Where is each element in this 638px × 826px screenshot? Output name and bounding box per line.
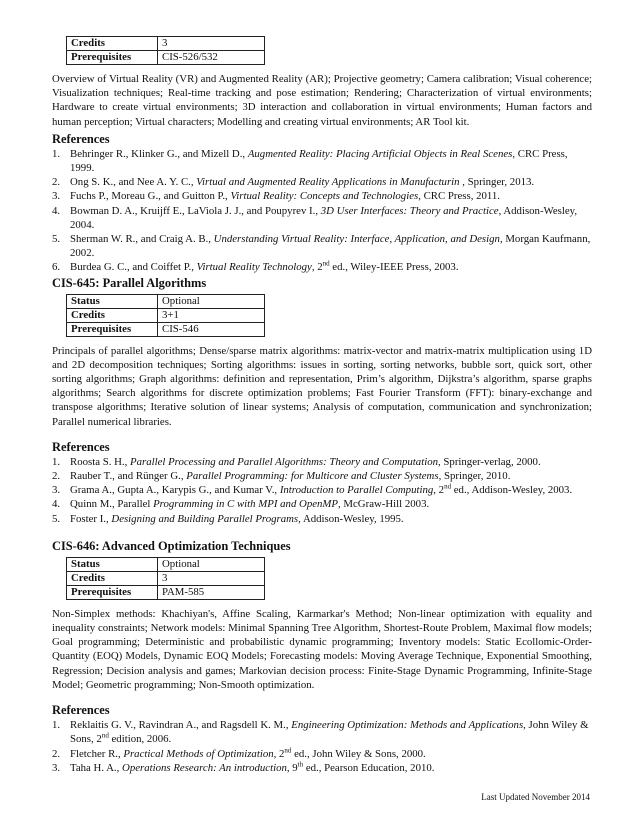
list-item: 3. Grama A., Gupta A., Karypis G., and Kumar V., Introduction to Parallel Computing, 2nd ed., Addison-Wesley, 2003. <box>52 482 573 497</box>
table-value: CIS-546 <box>158 322 265 336</box>
table-row <box>67 37 265 51</box>
course-645-references-heading: References <box>52 439 110 454</box>
course-vr-references <box>52 147 592 275</box>
list-item: 3. Taha H. A., Operations Research: An introduction, 9th ed., Pearson Education, 2010. <box>52 760 435 774</box>
page-footer: Last Updated November 2014 <box>481 792 590 802</box>
list-item: 4. Bowman D. A., Kruijff E., LaViola J. J., and Poupyrev I., 3D User Interfaces: Theory and Practice, Addison-Wesley, 2004. <box>52 204 578 231</box>
course-645-references <box>52 455 592 526</box>
table-row <box>67 571 265 585</box>
course-vr-info-table <box>66 36 265 65</box>
course-645-info-table <box>66 294 265 337</box>
table-value: Optional <box>158 557 265 571</box>
list-item: 2. Ong S. K., and Nee A. Y. C., Virtual and Augmented Reality Applications in Manufacturin , Springer, 2013. <box>52 176 535 189</box>
course-646-references-heading: References <box>52 703 110 718</box>
table-value: 3+1 <box>158 308 265 322</box>
table-row <box>67 322 265 336</box>
table-key: Prerequisites <box>67 322 158 336</box>
list-item: 5. Foster I., Designing and Building Parallel Programs, Addison-Wesley, 1995. <box>52 512 404 525</box>
table-key: Prerequisites <box>67 585 158 599</box>
table-value: CIS-526/532 <box>158 51 265 65</box>
list-item: 5. Sherman W. R., and Craig A. B., Understanding Virtual Reality: Interface, Application, and Design, Morgan Kaufmann, 2002. <box>52 233 591 260</box>
table-key: Credits <box>67 37 158 51</box>
document-page <box>52 36 592 775</box>
list-item: 2. Fletcher R., Practical Methods of Optimization, 2nd ed., John Wiley & Sons, 2000. <box>52 745 426 760</box>
course-646-references <box>52 718 592 775</box>
course-vr-description: Overview of Virtual Reality (VR) and Augmented Reality (AR); Projective geometry; Camera calibration; Visual coherence; Visualization techniques; Real-time tracking and pose estimation; Rendering; Characterization of virtual environments; Hardware to create virtual environments; 3D interaction and collaboration in virtual environments; Human factors and human perception; Virtual characters; Modelling and creating virtual environments; AR Tool kit. <box>52 73 592 128</box>
course-645-description: Principals of parallel algorithms; Dense/sparse matrix algorithms: matrix-vector and matrix-matrix multiplication using 1D and 2D decomposition techniques; Sorting algorithms: issues in sorting, sorting networks, bubble sort, quick sort, other sorting algorithms; Graph algorithms: definition and representation, Prim’s algorithm, Dijkstra’s algorithm, sparse graphs algorithms; Search algorithms for discrete optimization problems; Fast Fourier Transform (FFT): binary-exchange and transpose algorithms; Iterative solution of linear systems; Analysis of computation, communication and synchronization; Parallel numerical libraries. <box>52 344 592 428</box>
table-value: PAM-585 <box>158 585 265 599</box>
course-645-heading: CIS-645: Parallel Algorithms <box>52 275 207 290</box>
list-item: 6. Burdea G. C., and Coiffet P., Virtual Reality Technology, 2nd ed., Wiley-IEEE Press, 2003. <box>52 259 459 274</box>
table-value: 3 <box>158 571 265 585</box>
list-item: 1. Behringer R., Klinker G., and Mizell D., Augmented Reality: Placing Artificial Objects in Real Scenes, CRC Press, 1999. <box>52 147 568 175</box>
list-item: 2. Rauber T., and Rünger G., Parallel Programming: for Multicore and Cluster Systems, Springer, 2010. <box>52 470 511 483</box>
table-key: Credits <box>67 308 158 322</box>
table-row <box>67 51 265 65</box>
course-646-info-table <box>66 557 265 600</box>
table-key: Status <box>67 557 158 571</box>
table-key: Credits <box>67 571 158 585</box>
list-item: 4. Quinn M., Parallel Programming in C with MPI and OpenMP, McGraw-Hill 2003. <box>52 498 430 511</box>
table-row <box>67 308 265 322</box>
list-item: 1. Reklaitis G. V., Ravindran A., and Ragsdell K. M., Engineering Optimization: Methods and Applications, John Wiley & Sons, 2nd edition, 2006. <box>52 719 589 746</box>
list-item: 1. Roosta S. H., Parallel Processing and Parallel Algorithms: Theory and Computation, Springer-verlag, 2000. <box>52 455 541 468</box>
list-item: 3. Fuchs P., Moreau G., and Guitton P., Virtual Reality: Concepts and Technologies, CRC Press, 2011. <box>52 190 500 203</box>
table-key: Prerequisites <box>67 51 158 65</box>
course-646-description: Non-Simplex methods: Khachiyan's, Affine Scaling, Karmarkar's Method; Non-linear optimization with equality and inequality constraints; Network models: Minimal Spanning Tree Algorithm, Shortest-Route Problem, Maximal flow models; Goal programming; Deterministic and probabilistic dynamic programming; Inventory models: Static Ecollomic-Order-Quantity (EOQ) Models, Dynamic EOQ Models; Forecasting models: Moving Average Technique, Exponential Smoothing, Regression; Decision analysis and games; Markovian decision process: Finite-Stage Dynamic Programming, Infinite-Stage Model; Geometric programming; Non-Smooth optimization. <box>52 607 592 691</box>
table-value: 3 <box>158 37 265 51</box>
table-row <box>67 585 265 599</box>
table-row <box>67 557 265 571</box>
table-row <box>67 294 265 308</box>
table-value: Optional <box>158 294 265 308</box>
table-key: Status <box>67 294 158 308</box>
course-vr-references-heading: References <box>52 131 110 146</box>
course-646-heading: CIS-646: Advanced Optimization Techniques <box>52 538 291 553</box>
